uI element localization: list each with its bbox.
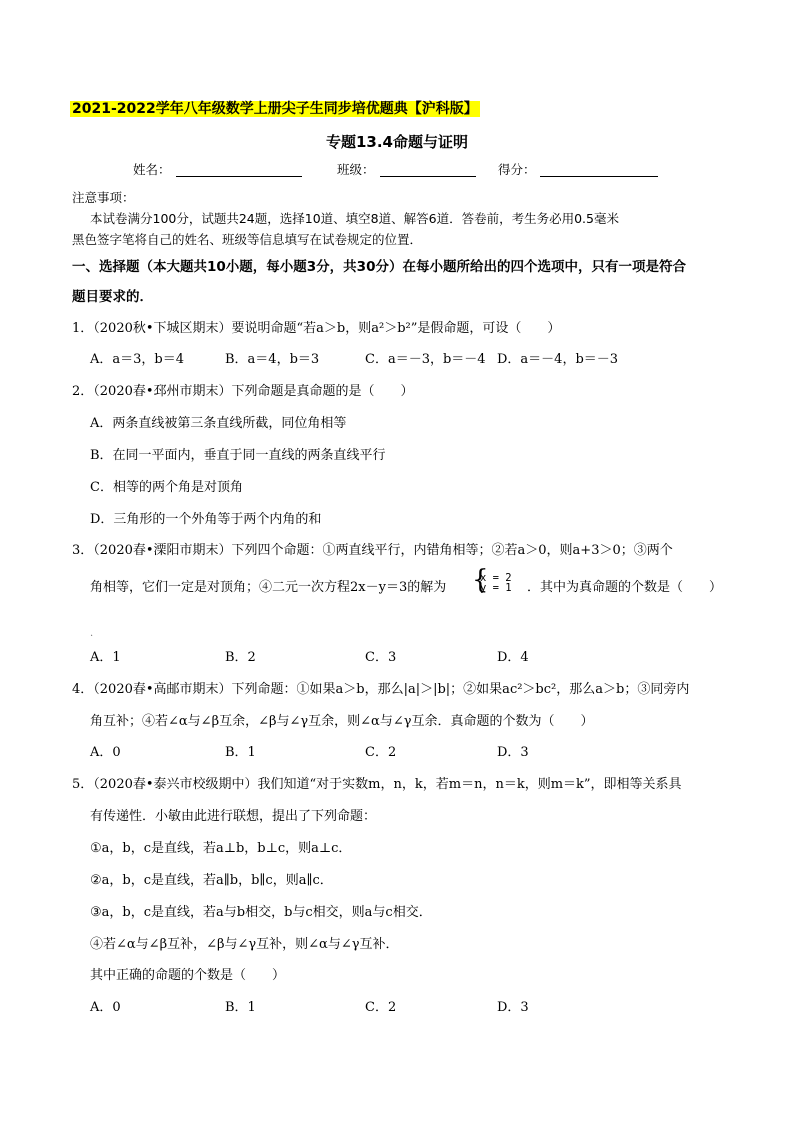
section-heading: 题目要求的． [72, 289, 153, 305]
question-1-stem: 1．（2020秋•下城区期末）要说明命题“若a＞b，则a²＞b²”是假命题，可设（ ） [72, 321, 561, 336]
question-5-stem: 5．（2020春•泰兴市校级期中）我们知道“对于实数m，n，k，若m＝n，n＝k，则m＝k”，即相等关系具 [72, 777, 682, 792]
name-blank[interactable] [176, 176, 302, 177]
q3-option-d[interactable]: D．4 [497, 650, 529, 665]
q3-option-a[interactable]: A．1 [90, 650, 121, 665]
notice-line: 黑色签字笔将自己的姓名、班级等信息填写在试卷规定的位置． [72, 232, 423, 247]
series-banner: 2021-2022学年八年级数学上册尖子生同步培优题典【沪科版】 [72, 101, 478, 117]
q1-option-d[interactable]: D．a＝－4，b＝－3 [497, 352, 619, 367]
class-label: 班级： [337, 162, 375, 177]
q2-option-c[interactable]: C．相等的两个角是对顶角 [90, 480, 243, 495]
notice-line: 本试卷满分100分，试题共24题，选择10道、填空8道、解答6道．答卷前，考生务必用0.5毫米 [90, 211, 619, 226]
score-blank[interactable] [540, 176, 658, 177]
system-brace-icon: { [472, 565, 489, 595]
q4-option-d[interactable]: D．3 [497, 745, 529, 760]
question-2-stem: 2．（2020春•邳州市期末）下列命题是真命题的是（ ） [72, 384, 414, 399]
proposition-2: ②a，b，c是直线，若a∥b，b∥c，则a∥c． [90, 873, 333, 888]
question-5-ask: 其中正确的命题的个数是（ ） [90, 968, 286, 983]
q2-option-a[interactable]: A．两条直线被第三条直线所截，同位角相等 [90, 416, 347, 431]
question-3-stem: 角相等，它们一定是对顶角；④二元一次方程2x－y＝3的解为 [90, 580, 447, 595]
q3-option-b[interactable]: B．2 [225, 650, 256, 665]
proposition-3: ③a，b，c是直线，若a与b相交，b与c相交，则a与c相交． [90, 905, 432, 920]
q4-option-a[interactable]: A．0 [90, 745, 121, 760]
equation-system [480, 573, 512, 593]
proposition-4: ④若∠α与∠β互补，∠β与∠γ互补，则∠α与∠γ互补． [90, 937, 399, 952]
name-label: 姓名： [133, 162, 171, 177]
q4-option-c[interactable]: C．2 [365, 745, 397, 760]
q2-option-d[interactable]: D．三角形的一个外角等于两个内角的和 [90, 512, 322, 527]
class-blank[interactable] [380, 176, 476, 177]
q3-option-c[interactable]: C．3 [365, 650, 397, 665]
stray-mark: . [90, 628, 94, 639]
page-title: 专题13.4命题与证明 [325, 133, 468, 151]
section-heading: 一、选择题（本大题共10小题，每小题3分，共30分）在每小题所给出的四个选项中，只有一项是符合 [72, 259, 686, 275]
equation-row: y = 1 [480, 582, 512, 594]
notice-heading: 注意事项： [72, 190, 135, 205]
question-3-stem: ．其中为真命题的个数是（ ） [527, 580, 723, 595]
q1-option-b[interactable]: B．a＝4，b＝3 [225, 352, 320, 367]
equation-row: x = 2 [480, 572, 512, 584]
q2-option-b[interactable]: B．在同一平面内，垂直于同一直线的两条直线平行 [90, 448, 386, 463]
q5-option-b[interactable]: B．1 [225, 1000, 256, 1015]
q5-option-d[interactable]: D．3 [497, 1000, 529, 1015]
question-4-stem: 4．（2020春•高邮市期末）下列命题：①如果a＞b，那么|a|＞|b|；②如果ac²＞bc²，那么a＞b；③同旁内 [72, 682, 690, 697]
q5-option-a[interactable]: A．0 [90, 1000, 121, 1015]
q1-option-c[interactable]: C．a＝－3，b＝－4 [365, 352, 486, 367]
score-label: 得分： [498, 162, 536, 177]
q4-option-b[interactable]: B．1 [225, 745, 256, 760]
q5-option-c[interactable]: C．2 [365, 1000, 397, 1015]
question-5-stem: 有传递性．小敏由此进行联想，提出了下列命题： [90, 809, 377, 824]
q1-option-a[interactable]: A．a＝3，b＝4 [90, 352, 185, 367]
proposition-1: ①a，b，c是直线，若a⊥b，b⊥c，则a⊥c． [90, 841, 352, 856]
question-4-stem: 角互补；④若∠α与∠β互余，∠β与∠γ互余，则∠α与∠γ互余．真命题的个数为（ ） [90, 714, 594, 729]
question-3-stem: 3．（2020春•溧阳市期末）下列四个命题：①两直线平行，内错角相等；②若a＞0，则a+3＞0；③两个 [72, 543, 673, 558]
